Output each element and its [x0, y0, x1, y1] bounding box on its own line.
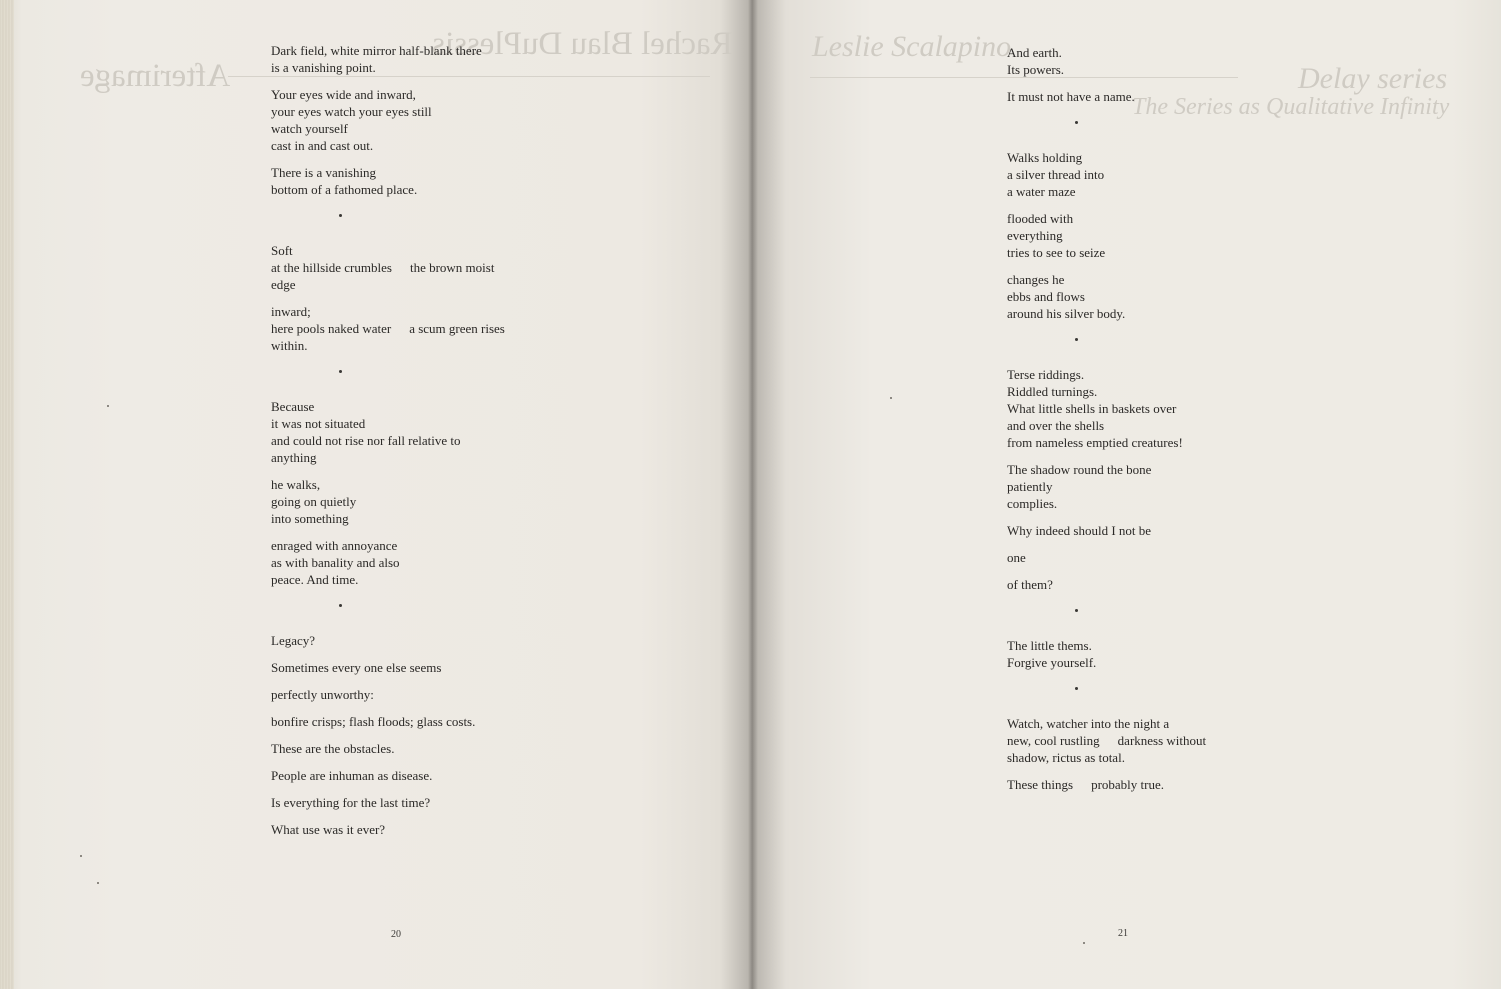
- poem-line: enraged with annoyance: [271, 538, 398, 553]
- poem-line-part: the brown moist: [409, 260, 495, 275]
- poem-line: [271, 320, 571, 337]
- show-through-title: Afterimage: [80, 58, 231, 94]
- poem-line: And earth.: [1007, 45, 1062, 60]
- poem-line: anything: [271, 450, 317, 465]
- right-poem-column: [1007, 44, 1307, 803]
- poem-line: one: [1007, 550, 1026, 565]
- stanza: [271, 794, 571, 811]
- stanza: [271, 713, 571, 730]
- paper-speck: [97, 882, 99, 884]
- separator-dot-icon: [1075, 687, 1078, 690]
- poem-line: bottom of a fathomed place.: [271, 182, 418, 197]
- poem-line: of them?: [1007, 577, 1053, 592]
- separator-dot-icon: [339, 370, 342, 373]
- poem-line: Dark field, white mirror half-blank there: [271, 43, 482, 58]
- stanza: [1007, 461, 1307, 512]
- stanza: [1007, 776, 1307, 793]
- poem-line: as with banality and also: [271, 555, 400, 570]
- show-through-author: Leslie Scalapino: [812, 30, 1012, 63]
- poem-line: is a vanishing point.: [271, 60, 376, 75]
- poem-line: it was not situated: [271, 416, 366, 431]
- stanza: [1007, 715, 1307, 766]
- poem-line: perfectly unworthy:: [271, 687, 374, 702]
- section-separator: [1007, 681, 1307, 715]
- poem-line: Walks holding: [1007, 150, 1083, 165]
- poem-line: within.: [271, 338, 308, 353]
- poem-line: Why indeed should I not be: [1007, 523, 1152, 538]
- poem-line: watch yourself: [271, 121, 348, 136]
- poem-line: Your eyes wide and inward,: [271, 87, 416, 102]
- poem-line: ebbs and flows: [1007, 289, 1085, 304]
- paper-speck: [107, 405, 109, 407]
- stanza: [271, 476, 571, 527]
- section-separator: [1007, 332, 1307, 366]
- stanza: [271, 686, 571, 703]
- show-through-author: Rachel Blau DuPlessis: [432, 26, 733, 62]
- stanza: [1007, 366, 1307, 451]
- stanza: [271, 42, 571, 76]
- poem-line: patiently: [1007, 479, 1053, 494]
- stanza: [271, 398, 571, 466]
- poem-line: he walks,: [271, 477, 321, 492]
- poem-line: and could not rise nor fall relative to: [271, 433, 461, 448]
- poem-line: everything: [1007, 228, 1063, 243]
- stanza: [1007, 549, 1307, 566]
- stanza: [1007, 271, 1307, 322]
- poem-line: flooded with: [1007, 211, 1074, 226]
- poem-line: into something: [271, 511, 349, 526]
- poem-line: These are the obstacles.: [271, 741, 395, 756]
- poem-line-part: new, cool rustling: [1007, 733, 1100, 748]
- section-separator: [1007, 115, 1307, 149]
- stanza: [271, 767, 571, 784]
- stanza: [271, 659, 571, 676]
- paper-speck: [1083, 942, 1085, 944]
- section-separator: [271, 364, 571, 398]
- stanza: [1007, 44, 1307, 78]
- section-separator: [1007, 603, 1307, 637]
- section-separator: [271, 208, 571, 242]
- stanza: [1007, 576, 1307, 593]
- poem-line: Soft: [271, 243, 293, 258]
- poem-line: going on quietly: [271, 494, 357, 509]
- poem-line: Is everything for the last time?: [271, 795, 431, 810]
- stanza: [1007, 88, 1307, 105]
- stanza: [271, 164, 571, 198]
- poem-line: your eyes watch your eyes still: [271, 104, 432, 119]
- poem-line: changes he: [1007, 272, 1065, 287]
- stanza: [271, 821, 571, 838]
- stanza: [271, 632, 571, 649]
- poem-line: [1007, 776, 1307, 793]
- poem-line: a water maze: [1007, 184, 1076, 199]
- poem-line: What little shells in baskets over: [1007, 401, 1177, 416]
- separator-dot-icon: [1075, 338, 1078, 341]
- poem-line-part: here pools naked water: [271, 321, 392, 336]
- separator-dot-icon: [1075, 121, 1078, 124]
- page-number-right: 21: [1118, 928, 1128, 939]
- separator-dot-icon: [339, 604, 342, 607]
- poem-line: Terse riddings.: [1007, 367, 1085, 382]
- page-number-left: 20: [391, 929, 401, 940]
- stanza: [271, 740, 571, 757]
- show-through-title: Delay series: [1298, 62, 1448, 95]
- paper-speck: [890, 397, 892, 399]
- poem-line: The shadow round the bone: [1007, 462, 1152, 477]
- poem-line: Watch, watcher into the night a: [1007, 716, 1170, 731]
- poem-line: bonfire crisps; flash floods; glass costs.: [271, 714, 476, 729]
- poem-line: inward;: [271, 304, 311, 319]
- poem-line: Sometimes every one else seems: [271, 660, 442, 675]
- poem-line: edge: [271, 277, 296, 292]
- poem-line: a silver thread into: [1007, 167, 1105, 182]
- poem-line: Its powers.: [1007, 62, 1065, 77]
- right-page: [752, 0, 1501, 989]
- show-through-subtitle: The Series as Qualitative Infinity: [1132, 94, 1450, 120]
- poem-line: What use was it ever?: [271, 822, 386, 837]
- poem-line-part: darkness without: [1117, 733, 1207, 748]
- paper-speck: [80, 855, 82, 857]
- stanza: [271, 537, 571, 588]
- separator-dot-icon: [339, 214, 342, 217]
- poem-line: [1007, 732, 1307, 749]
- poem-line: and over the shells: [1007, 418, 1105, 433]
- stanza: [1007, 210, 1307, 261]
- page-edge: [0, 0, 14, 989]
- poem-line: Legacy?: [271, 633, 316, 648]
- poem-line-part: probably true.: [1091, 777, 1164, 792]
- stanza: [271, 303, 571, 354]
- stanza: [1007, 149, 1307, 200]
- poem-line: from nameless emptied creatures!: [1007, 435, 1183, 450]
- poem-line: shadow, rictus as total.: [1007, 750, 1125, 765]
- left-poem-column: [271, 42, 571, 848]
- poem-line: [271, 259, 571, 276]
- separator-dot-icon: [1075, 609, 1078, 612]
- stanza: [1007, 522, 1307, 539]
- poem-line: cast in and cast out.: [271, 138, 374, 153]
- poem-line: Because: [271, 399, 315, 414]
- stanza: [1007, 637, 1307, 671]
- poem-line: Riddled turnings.: [1007, 384, 1098, 399]
- poem-line: peace. And time.: [271, 572, 359, 587]
- poem-line: around his silver body.: [1007, 306, 1126, 321]
- poem-line: There is a vanishing: [271, 165, 377, 180]
- poem-line-part: These things: [1007, 777, 1074, 792]
- stanza: [271, 86, 571, 154]
- poem-line: People are inhuman as disease.: [271, 768, 433, 783]
- poem-line: It must not have a name.: [1007, 89, 1135, 104]
- poem-line-part: at the hillside crumbles: [271, 260, 392, 275]
- section-separator: [271, 598, 571, 632]
- poem-line: The little thems.: [1007, 638, 1092, 653]
- poem-line: complies.: [1007, 496, 1058, 511]
- poem-line-part: a scum green rises: [409, 321, 505, 336]
- stanza: [271, 242, 571, 293]
- poem-line: Forgive yourself.: [1007, 655, 1097, 670]
- poem-line: tries to see to seize: [1007, 245, 1106, 260]
